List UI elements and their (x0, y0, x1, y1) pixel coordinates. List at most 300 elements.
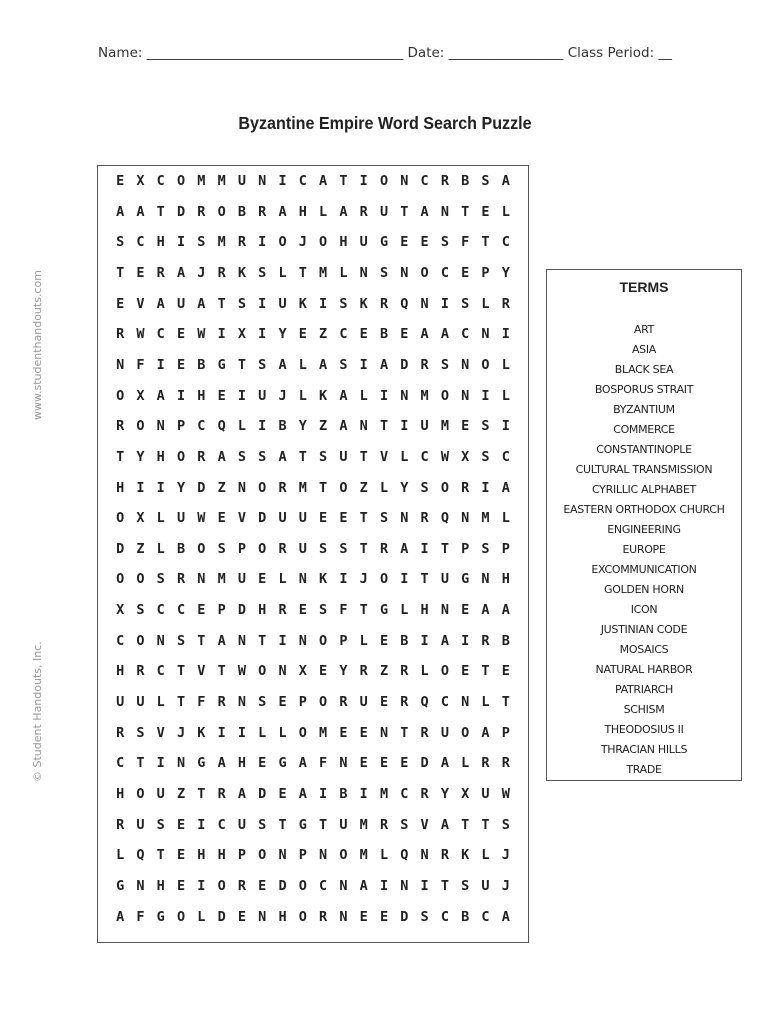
grid-letter[interactable]: T (379, 418, 389, 435)
grid-letter[interactable]: H (197, 847, 206, 864)
grid-letter[interactable]: A (440, 816, 449, 833)
grid-letter[interactable]: T (440, 877, 449, 894)
grid-letter[interactable]: H (116, 786, 125, 802)
grid-letter[interactable]: A (501, 602, 510, 619)
grid-letter[interactable]: T (197, 786, 206, 802)
grid-letter[interactable]: E (400, 755, 409, 772)
grid-letter[interactable]: Q (136, 847, 145, 864)
grid-letter[interactable]: I (359, 356, 368, 373)
grid-letter[interactable]: N (237, 479, 246, 496)
grid-letter[interactable]: O (136, 786, 145, 802)
grid-letter[interactable]: W (197, 510, 206, 527)
grid-letter[interactable]: U (237, 571, 246, 588)
grid-letter[interactable]: I (156, 356, 165, 373)
grid-letter[interactable]: O (136, 632, 145, 649)
grid-letter[interactable]: M (440, 418, 449, 435)
grid-letter[interactable]: R (379, 540, 389, 557)
grid-letter[interactable]: Y (298, 418, 307, 435)
grid-letter[interactable]: E (176, 877, 186, 894)
grid-letter[interactable]: R (176, 571, 186, 588)
grid-letter[interactable]: I (258, 418, 267, 435)
grid-letter[interactable]: U (278, 295, 287, 312)
grid-letter[interactable]: I (481, 479, 490, 496)
grid-letter[interactable]: C (400, 786, 409, 802)
grid-letter[interactable]: U (440, 724, 449, 741)
grid-letter[interactable]: M (217, 571, 226, 588)
grid-letter[interactable]: R (258, 203, 267, 220)
grid-letter[interactable]: P (298, 847, 307, 864)
grid-letter[interactable]: O (116, 571, 125, 588)
grid-letter[interactable]: A (359, 877, 368, 894)
grid-letter[interactable]: E (501, 663, 510, 680)
grid-letter[interactable]: A (176, 264, 186, 281)
grid-letter[interactable]: N (359, 264, 368, 281)
grid-letter[interactable]: T (359, 510, 368, 527)
grid-letter[interactable]: N (461, 387, 470, 404)
grid-letter[interactable]: Y (400, 479, 409, 496)
grid-letter[interactable]: U (258, 387, 267, 404)
grid-letter[interactable]: E (258, 877, 267, 894)
grid-letter[interactable]: S (461, 877, 470, 894)
grid-letter[interactable]: E (379, 908, 389, 925)
grid-letter[interactable]: N (197, 571, 206, 588)
grid-letter[interactable]: E (298, 602, 307, 619)
grid-letter[interactable]: C (156, 663, 165, 680)
grid-letter[interactable]: I (197, 877, 206, 894)
grid-letter[interactable]: O (420, 264, 429, 281)
grid-letter[interactable]: L (298, 387, 307, 404)
grid-letter[interactable]: E (481, 203, 490, 220)
grid-letter[interactable]: A (481, 724, 490, 741)
grid-letter[interactable]: S (501, 816, 510, 833)
grid-letter[interactable]: I (461, 632, 470, 649)
grid-letter[interactable]: I (501, 326, 510, 343)
grid-letter[interactable]: U (420, 418, 429, 435)
grid-letter[interactable]: Z (176, 786, 186, 802)
grid-letter[interactable]: H (258, 602, 267, 619)
grid-letter[interactable]: O (339, 847, 348, 864)
grid-letter[interactable]: M (319, 724, 328, 741)
grid-letter[interactable]: H (156, 234, 165, 251)
grid-letter[interactable]: O (379, 571, 389, 588)
grid-letter[interactable]: L (278, 571, 287, 588)
grid-letter[interactable]: O (136, 418, 145, 435)
grid-letter[interactable]: T (197, 632, 206, 649)
grid-letter[interactable]: Q (217, 418, 226, 435)
grid-letter[interactable]: O (298, 908, 307, 925)
grid-letter[interactable]: A (116, 908, 125, 925)
grid-letter[interactable]: E (176, 847, 186, 864)
grid-letter[interactable]: F (319, 755, 328, 772)
grid-letter[interactable]: B (237, 203, 246, 220)
grid-letter[interactable]: S (440, 234, 449, 251)
grid-letter[interactable]: M (197, 173, 206, 189)
grid-letter[interactable]: R (237, 877, 246, 894)
grid-letter[interactable]: L (156, 694, 165, 711)
grid-letter[interactable]: E (258, 571, 267, 588)
grid-letter[interactable]: R (461, 479, 470, 496)
grid-letter[interactable]: N (461, 694, 470, 711)
grid-letter[interactable]: I (258, 234, 267, 251)
grid-letter[interactable]: P (176, 418, 186, 435)
grid-letter[interactable]: U (136, 816, 145, 833)
grid-letter[interactable]: L (319, 203, 328, 220)
grid-letter[interactable]: T (176, 663, 186, 680)
grid-letter[interactable]: T (359, 602, 368, 619)
grid-letter[interactable]: I (379, 877, 389, 894)
grid-letter[interactable]: S (461, 295, 470, 312)
grid-letter[interactable]: J (501, 877, 510, 894)
grid-letter[interactable]: I (319, 786, 328, 802)
grid-letter[interactable]: E (197, 602, 206, 619)
grid-letter[interactable]: E (461, 418, 470, 435)
grid-letter[interactable]: P (237, 847, 246, 864)
grid-letter[interactable]: L (359, 632, 368, 649)
grid-letter[interactable]: G (379, 234, 389, 251)
grid-letter[interactable]: O (481, 356, 490, 373)
grid-letter[interactable]: U (339, 448, 348, 465)
grid-letter[interactable]: T (116, 448, 125, 465)
grid-letter[interactable]: W (440, 448, 449, 465)
grid-letter[interactable]: R (420, 356, 429, 373)
grid-letter[interactable]: N (379, 724, 389, 741)
grid-letter[interactable]: A (339, 203, 348, 220)
grid-letter[interactable]: H (420, 602, 429, 619)
grid-letter[interactable]: C (319, 877, 328, 894)
grid-letter[interactable]: O (116, 387, 125, 404)
grid-letter[interactable]: K (461, 847, 470, 864)
grid-letter[interactable]: S (339, 356, 348, 373)
grid-letter[interactable]: O (217, 203, 226, 220)
grid-letter[interactable]: P (501, 540, 510, 557)
grid-letter[interactable]: R (481, 755, 490, 772)
grid-letter[interactable]: B (278, 418, 287, 435)
grid-letter[interactable]: C (156, 326, 165, 343)
grid-letter[interactable]: C (481, 908, 490, 925)
grid-letter[interactable]: R (156, 264, 165, 281)
grid-letter[interactable]: A (217, 755, 226, 772)
grid-letter[interactable]: L (116, 847, 125, 864)
grid-letter[interactable]: X (237, 326, 246, 343)
grid-letter[interactable]: R (501, 295, 510, 312)
grid-letter[interactable]: I (217, 724, 226, 741)
grid-letter[interactable]: W (136, 326, 145, 343)
grid-letter[interactable]: R (278, 479, 287, 496)
grid-letter[interactable]: L (339, 264, 348, 281)
grid-letter[interactable]: K (319, 387, 328, 404)
grid-letter[interactable]: V (156, 724, 165, 741)
grid-letter[interactable]: E (359, 908, 368, 925)
grid-letter[interactable]: N (156, 418, 165, 435)
grid-letter[interactable]: I (359, 786, 368, 802)
grid-letter[interactable]: R (197, 448, 206, 465)
grid-letter[interactable]: M (298, 479, 307, 496)
grid-letter[interactable]: I (481, 387, 490, 404)
grid-letter[interactable]: R (379, 295, 389, 312)
grid-letter[interactable]: A (339, 387, 348, 404)
grid-letter[interactable]: A (278, 356, 287, 373)
grid-letter[interactable]: S (481, 173, 490, 189)
grid-letter[interactable]: U (339, 816, 348, 833)
grid-letter[interactable]: X (136, 510, 145, 527)
grid-letter[interactable]: D (420, 755, 429, 772)
grid-letter[interactable]: T (481, 663, 490, 680)
grid-letter[interactable]: T (278, 816, 287, 833)
grid-letter[interactable]: C (339, 326, 348, 343)
grid-letter[interactable]: N (116, 356, 125, 373)
grid-letter[interactable]: U (298, 510, 307, 527)
grid-letter[interactable]: Y (278, 326, 287, 343)
grid-letter[interactable]: S (136, 602, 145, 619)
grid-letter[interactable]: L (501, 387, 510, 404)
grid-letter[interactable]: E (319, 663, 328, 680)
grid-letter[interactable]: L (461, 755, 470, 772)
grid-letter[interactable]: N (278, 847, 287, 864)
grid-letter[interactable]: O (176, 173, 186, 189)
grid-letter[interactable]: A (217, 632, 226, 649)
grid-letter[interactable]: N (258, 908, 267, 925)
grid-letter[interactable]: N (481, 326, 490, 343)
grid-letter[interactable]: I (237, 724, 246, 741)
grid-letter[interactable]: T (461, 816, 470, 833)
grid-letter[interactable]: S (420, 908, 429, 925)
grid-letter[interactable]: X (136, 173, 145, 189)
grid-letter[interactable]: I (440, 295, 449, 312)
grid-letter[interactable]: O (440, 479, 449, 496)
grid-letter[interactable]: O (258, 663, 267, 680)
grid-letter[interactable]: E (379, 755, 389, 772)
grid-letter[interactable]: A (501, 173, 510, 189)
grid-letter[interactable]: Y (440, 786, 449, 802)
grid-letter[interactable]: T (359, 448, 368, 465)
grid-letter[interactable]: E (339, 724, 348, 741)
grid-letter[interactable]: R (217, 786, 226, 802)
grid-letter[interactable]: A (156, 387, 165, 404)
grid-letter[interactable]: F (136, 908, 145, 925)
grid-letter[interactable]: N (237, 632, 246, 649)
grid-letter[interactable]: A (420, 326, 429, 343)
grid-letter[interactable]: A (298, 755, 307, 772)
grid-letter[interactable]: G (217, 356, 226, 373)
grid-letter[interactable]: S (217, 540, 226, 557)
grid-letter[interactable]: B (461, 173, 470, 189)
grid-letter[interactable]: A (440, 755, 449, 772)
grid-letter[interactable]: F (197, 694, 206, 711)
grid-letter[interactable]: A (136, 203, 145, 220)
grid-letter[interactable]: X (298, 663, 307, 680)
grid-letter[interactable]: T (440, 540, 449, 557)
grid-letter[interactable]: S (400, 816, 409, 833)
grid-letter[interactable]: J (278, 387, 287, 404)
grid-letter[interactable]: S (258, 356, 267, 373)
grid-letter[interactable]: L (501, 510, 510, 527)
grid-letter[interactable]: D (217, 908, 226, 925)
grid-letter[interactable]: H (278, 908, 287, 925)
grid-letter[interactable]: C (116, 632, 125, 649)
grid-letter[interactable]: W (237, 663, 246, 680)
grid-letter[interactable]: O (319, 632, 328, 649)
grid-letter[interactable]: R (116, 418, 125, 435)
grid-letter[interactable]: A (278, 203, 287, 220)
grid-letter[interactable]: O (440, 387, 449, 404)
grid-letter[interactable]: E (116, 295, 125, 312)
grid-letter[interactable]: E (461, 663, 470, 680)
grid-letter[interactable]: X (461, 786, 470, 802)
grid-letter[interactable]: S (379, 264, 389, 281)
grid-letter[interactable]: T (176, 694, 186, 711)
grid-letter[interactable]: C (501, 448, 510, 465)
grid-letter[interactable]: S (481, 540, 490, 557)
grid-letter[interactable]: R (400, 694, 409, 711)
grid-letter[interactable]: T (116, 264, 125, 281)
grid-letter[interactable]: N (400, 173, 409, 189)
grid-letter[interactable]: R (420, 724, 429, 741)
grid-letter[interactable]: N (481, 571, 490, 588)
grid-letter[interactable]: U (237, 173, 246, 189)
grid-letter[interactable]: K (298, 295, 307, 312)
grid-letter[interactable]: T (461, 203, 470, 220)
grid-letter[interactable]: L (379, 847, 389, 864)
grid-letter[interactable]: B (379, 326, 389, 343)
grid-letter[interactable]: O (217, 877, 226, 894)
grid-letter[interactable]: E (339, 510, 348, 527)
grid-letter[interactable]: I (136, 479, 145, 496)
grid-letter[interactable]: I (379, 387, 389, 404)
grid-letter[interactable]: Q (420, 694, 429, 711)
grid-letter[interactable]: N (461, 510, 470, 527)
grid-letter[interactable]: G (298, 816, 307, 833)
grid-letter[interactable]: K (197, 724, 206, 741)
grid-letter[interactable]: E (298, 326, 307, 343)
grid-letter[interactable]: E (176, 356, 186, 373)
grid-letter[interactable]: G (379, 602, 389, 619)
grid-letter[interactable]: O (116, 510, 125, 527)
grid-letter[interactable]: C (298, 173, 307, 189)
grid-letter[interactable]: A (197, 295, 206, 312)
grid-letter[interactable]: I (359, 173, 368, 189)
grid-letter[interactable]: L (156, 540, 165, 557)
grid-letter[interactable]: W (197, 326, 206, 343)
grid-letter[interactable]: D (400, 908, 409, 925)
grid-letter[interactable]: S (258, 816, 267, 833)
grid-letter[interactable]: X (116, 602, 125, 619)
grid-letter[interactable]: A (217, 448, 226, 465)
grid-letter[interactable]: L (501, 203, 510, 220)
grid-letter[interactable]: N (400, 264, 409, 281)
grid-letter[interactable]: N (156, 632, 165, 649)
grid-letter[interactable]: C (217, 816, 226, 833)
grid-letter[interactable]: K (237, 264, 246, 281)
grid-letter[interactable]: M (319, 264, 328, 281)
grid-letter[interactable]: T (501, 694, 510, 711)
grid-letter[interactable]: E (217, 510, 226, 527)
grid-letter[interactable]: A (501, 908, 510, 925)
grid-letter[interactable]: C (420, 448, 429, 465)
grid-letter[interactable]: A (319, 173, 328, 189)
grid-letter[interactable]: R (197, 203, 206, 220)
grid-letter[interactable]: R (501, 755, 510, 772)
grid-letter[interactable]: N (339, 877, 348, 894)
grid-letter[interactable]: K (319, 571, 328, 588)
grid-letter[interactable]: O (197, 540, 206, 557)
grid-letter[interactable]: U (116, 694, 125, 711)
grid-letter[interactable]: K (359, 295, 368, 312)
grid-letter[interactable]: A (278, 448, 287, 465)
grid-letter[interactable]: B (197, 356, 206, 373)
grid-letter[interactable]: L (197, 908, 206, 925)
grid-letter[interactable]: I (420, 632, 429, 649)
grid-letter[interactable]: H (156, 877, 165, 894)
grid-letter[interactable]: O (298, 724, 307, 741)
grid-letter[interactable]: Z (319, 418, 328, 435)
grid-letter[interactable]: A (156, 295, 165, 312)
grid-letter[interactable]: Y (176, 479, 186, 496)
grid-letter[interactable]: A (339, 418, 348, 435)
grid-letter[interactable]: M (359, 847, 368, 864)
grid-letter[interactable]: E (176, 326, 186, 343)
grid-letter[interactable]: P (298, 694, 307, 711)
grid-letter[interactable]: E (359, 326, 368, 343)
grid-letter[interactable]: S (156, 816, 165, 833)
grid-letter[interactable]: N (400, 387, 409, 404)
grid-letter[interactable]: O (339, 479, 348, 496)
grid-letter[interactable]: T (217, 663, 226, 680)
grid-letter[interactable]: H (298, 203, 307, 220)
grid-letter[interactable]: O (278, 234, 287, 251)
grid-letter[interactable]: H (339, 234, 348, 251)
grid-letter[interactable]: G (278, 755, 287, 772)
grid-letter[interactable]: D (237, 602, 246, 619)
grid-letter[interactable]: A (420, 203, 429, 220)
grid-letter[interactable]: J (501, 847, 510, 864)
grid-letter[interactable]: N (298, 632, 307, 649)
grid-letter[interactable]: R (319, 908, 328, 925)
grid-letter[interactable]: N (136, 877, 145, 894)
grid-letter[interactable]: L (481, 694, 490, 711)
grid-letter[interactable]: U (176, 295, 186, 312)
grid-letter[interactable]: D (278, 877, 287, 894)
grid-letter[interactable]: L (481, 295, 490, 312)
grid-letter[interactable]: N (420, 847, 429, 864)
grid-letter[interactable]: U (481, 786, 490, 802)
grid-letter[interactable]: D (116, 540, 125, 557)
grid-letter[interactable]: V (379, 448, 389, 465)
grid-letter[interactable]: I (400, 418, 409, 435)
grid-letter[interactable]: N (258, 173, 267, 189)
grid-letter[interactable]: T (400, 203, 409, 220)
grid-letter[interactable]: E (136, 264, 145, 281)
grid-letter[interactable]: S (319, 448, 328, 465)
grid-letter[interactable]: O (258, 847, 267, 864)
grid-letter[interactable]: P (339, 632, 348, 649)
grid-letter[interactable]: I (217, 326, 226, 343)
grid-letter[interactable]: S (319, 540, 328, 557)
grid-letter[interactable]: R (420, 510, 429, 527)
grid-letter[interactable]: S (339, 295, 348, 312)
grid-letter[interactable]: L (156, 510, 165, 527)
grid-letter[interactable]: N (420, 295, 429, 312)
grid-letter[interactable]: S (339, 540, 348, 557)
grid-letter[interactable]: U (440, 571, 449, 588)
grid-letter[interactable]: C (501, 234, 510, 251)
grid-letter[interactable]: S (379, 510, 389, 527)
grid-letter[interactable]: L (400, 602, 409, 619)
grid-letter[interactable]: A (116, 203, 125, 220)
grid-letter[interactable]: S (197, 234, 206, 251)
grid-letter[interactable]: O (176, 908, 186, 925)
grid-letter[interactable]: I (400, 571, 409, 588)
grid-letter[interactable]: E (461, 602, 470, 619)
